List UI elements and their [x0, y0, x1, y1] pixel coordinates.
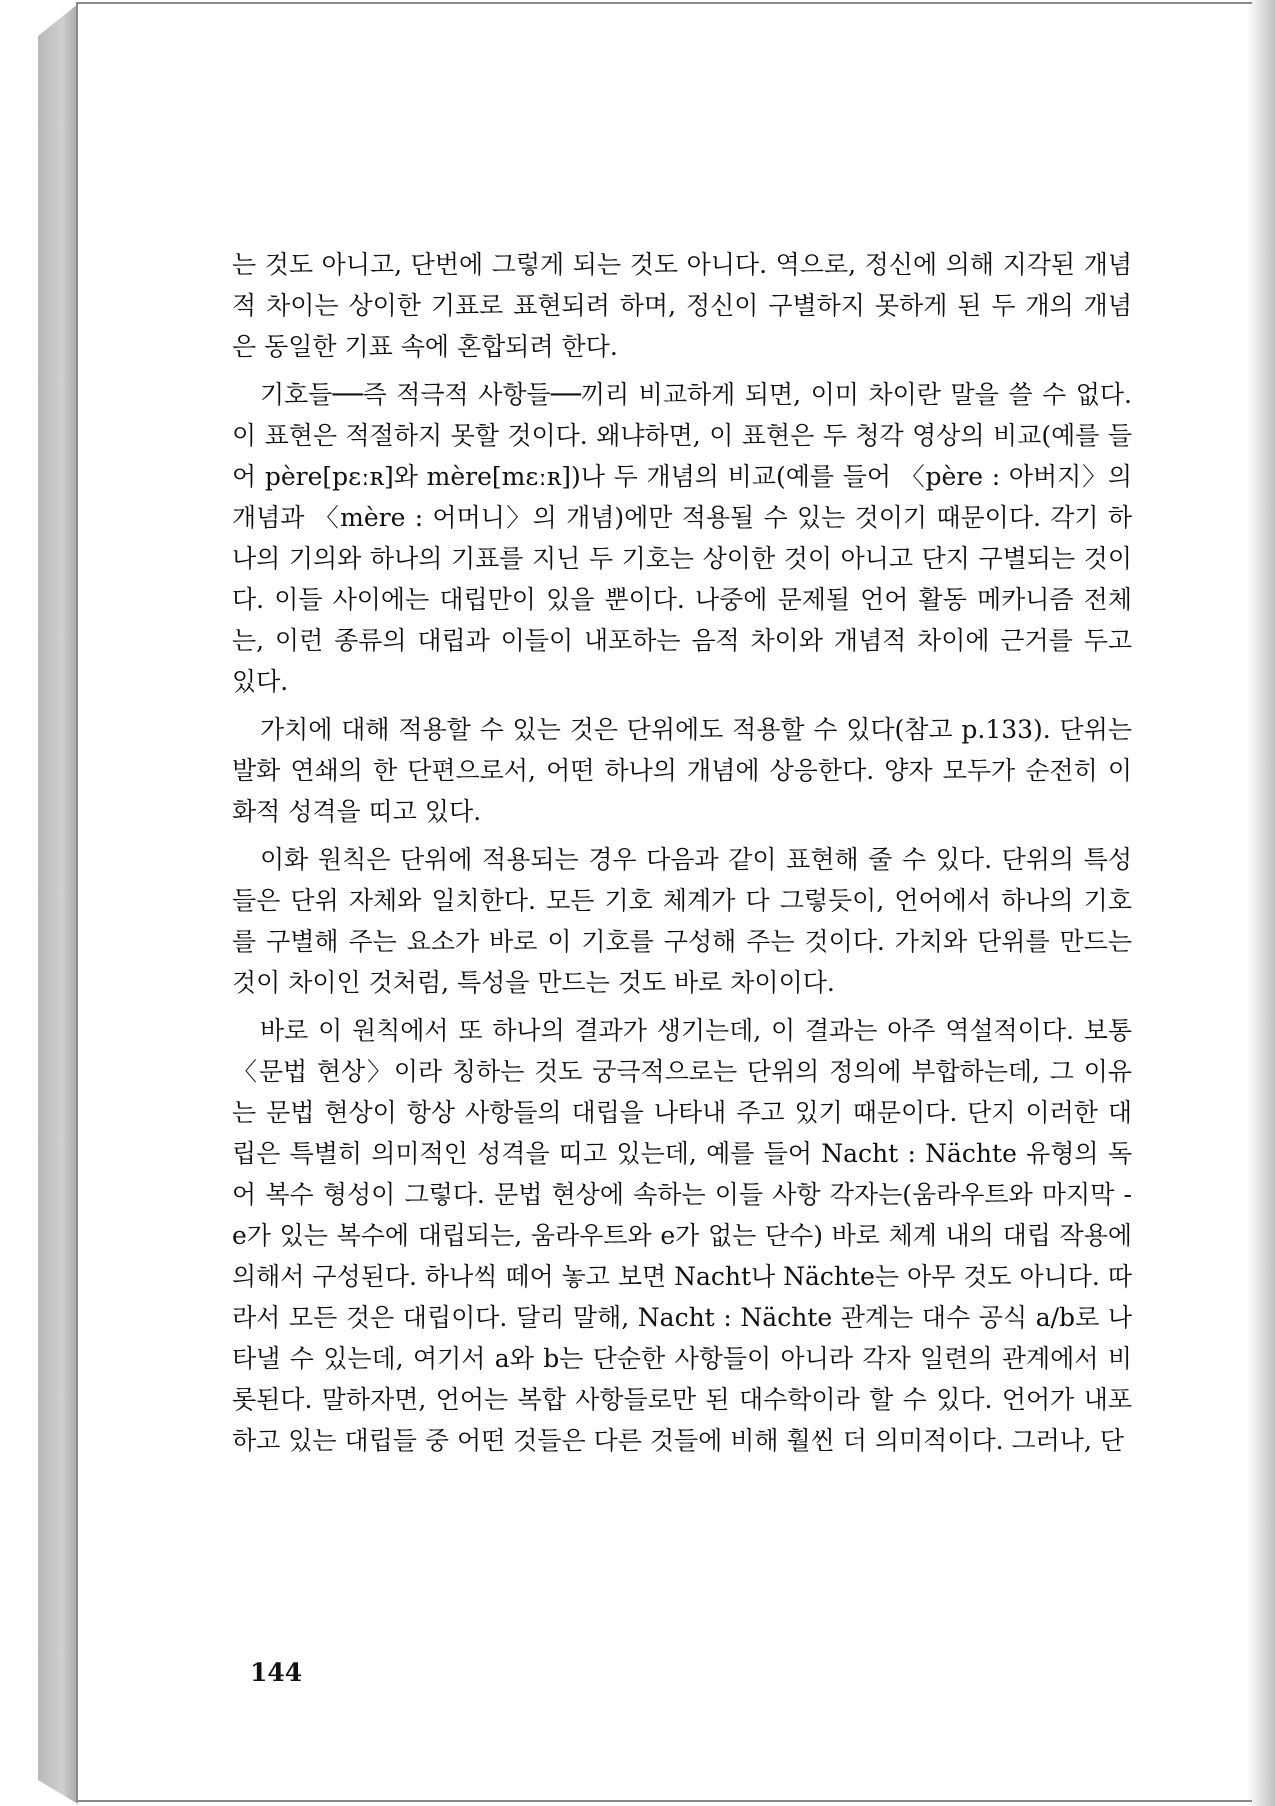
paragraph-3: 가치에 대해 적용할 수 있는 것은 단위에도 적용할 수 있다(참고 p.133). 단위는 발화 연쇄의 한 단편으로서, 어떤 하나의 개념에 상응한다. 양자 모두가 순전히 이화적 성격을 띠고 있다.	[232, 715, 1132, 826]
paragraph-5: 바로 이 원칙에서 또 하나의 결과가 생기는데, 이 결과는 아주 역설적이다. 보통 〈문법 현상〉이라 칭하는 것도 궁극적으로는 단위의 정의에 부합하는데, 그 이유는 문법 현상이 항상 사항들의 대립을 나타내 주고 있기 때문이다. 단지 이러한 대립은 특별히 의미적인 성격을 띠고 있는데, 예를 들어 Nacht : Nächte 유형의 독어 복수 형성이 그렇다. 문법 현상에 속하는 이들 사항 각자는(움라우트와 마지막 -e가 있는 복수에 대립되는, 움라우트와 e가 없는 단수) 바로 체계 내의 대립 작용에 의해서 구성된다. 하나씩 떼어 놓고 보면 Nacht나 Nächte는 아무 것도 아니다. 따라서 모든 것은 대립이다. 달리 말해, Nacht : Nächte 관계는 대수 공식 a/b로 나타낼 수 있는데, 여기서 a와 b는 단순한 사항들이 아니라 각자 일련의 관계에서 비롯된다. 말하자면, 언어는 복합 사항들로만 된 대수학이라 할 수 있다. 언어가 내포하고 있는 대립들 중 어떤 것들은 다른 것들에 비해 훨씬 더 의미적이다. 그러나, 단	[232, 1016, 1132, 1455]
paragraph-1: 는 것도 아니고, 단번에 그렇게 되는 것도 아니다. 역으로, 정신에 의해 지각된 개념적 차이는 상이한 기표로 표현되려 하며, 정신이 구별하지 못하게 된 두 개의 개념은 동일한 기표 속에 혼합되려 한다.	[232, 250, 1132, 361]
page-edge-shadow	[1247, 0, 1275, 1806]
body-text	[232, 244, 1132, 1468]
book-spine	[38, 4, 78, 1804]
paragraph-4: 이화 원칙은 단위에 적용되는 경우 다음과 같이 표현해 줄 수 있다. 단위의 특성들은 단위 자체와 일치한다. 모든 기호 체계가 다 그렇듯이, 언어에서 하나의 기호를 구별해 주는 요소가 바로 이 기호를 구성해 주는 것이다. 가치와 단위를 만드는 것이 차이인 것처럼, 특성을 만드는 것도 바로 차이이다.	[232, 845, 1132, 997]
page-number: 144	[250, 1658, 303, 1687]
paragraph-2: 기호들──즉 적극적 사항들──끼리 비교하게 되면, 이미 차이란 말을 쓸 수 없다. 이 표현은 적절하지 못할 것이다. 왜냐하면, 이 표현은 두 청각 영상의 비교(예를 들어 père[pɛːʀ]와 mère[mɛːʀ])나 두 개념의 비교(예를 들어 〈père : 아버지〉의 개념과 〈mère : 어머니〉의 개념)에만 적용될 수 있는 것이기 때문이다. 각기 하나의 기의와 하나의 기표를 지닌 두 기호는 상이한 것이 아니고 단지 구별되는 것이다. 이들 사이에는 대립만이 있을 뿐이다. 나중에 문제될 언어 활동 메카니즘 전체는, 이런 종류의 대립과 이들이 내포하는 음적 차이와 개념적 차이에 근거를 두고 있다.	[232, 380, 1132, 696]
